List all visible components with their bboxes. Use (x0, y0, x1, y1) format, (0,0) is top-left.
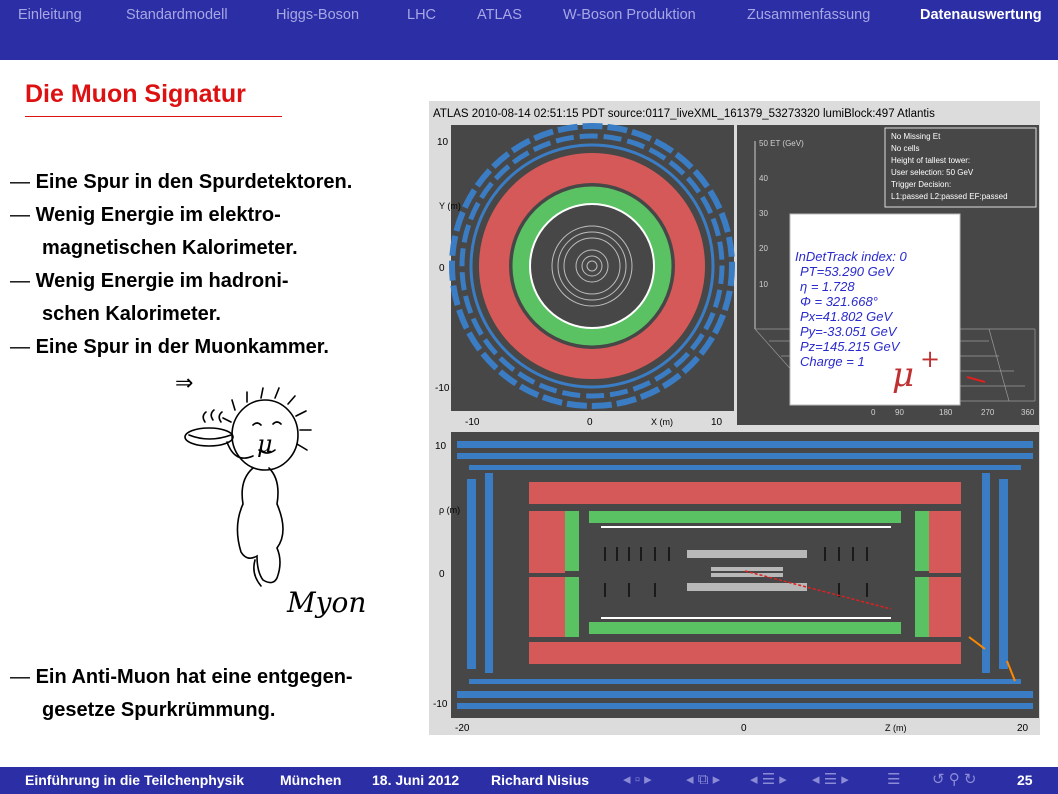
rz-em-calo-bottom (589, 622, 901, 634)
nav-item-higgs-boson[interactable]: Higgs-Boson (276, 7, 360, 23)
rz-em-endcap (565, 577, 579, 637)
lego-phi-tick: 90 (895, 408, 904, 417)
page-number: 25 (1017, 772, 1033, 788)
lego-et-tick: 10 (759, 280, 768, 289)
xy-xtick-mid: 0 (587, 417, 593, 428)
bullet-dash: — (10, 336, 30, 358)
xy-ytick-top: 10 (437, 137, 449, 148)
muon-arm (227, 442, 253, 458)
lego-info-line: User selection: 50 GeV (891, 168, 974, 177)
xy-y-axis-label: Y (m) (439, 201, 461, 211)
rz-ytick-mid: 0 (439, 569, 445, 580)
nav-item-w-boson-produktion[interactable]: W-Boson Produktion (563, 7, 696, 23)
rz-em-endcap (565, 511, 579, 571)
implies-arrow: ⇒ (175, 370, 194, 395)
bullet-continuation: magnetischen Kalorimeter. (42, 237, 298, 259)
track-info-line: Px=41.802 GeV (800, 309, 893, 324)
lego-info-line: Trigger Decision: (891, 180, 952, 189)
muon-caption: Myon (287, 586, 367, 619)
bullet-dash: — (10, 270, 30, 292)
rz-hadronic-endcap (529, 511, 565, 573)
lego-phi-tick: 360 (1021, 408, 1035, 417)
rz-hadronic-endcap (929, 511, 961, 573)
lego-info-line: Height of tallest tower: (891, 156, 971, 165)
bullet-item (10, 666, 353, 689)
nav-item-atlas[interactable]: ATLAS (477, 7, 522, 23)
subsection-nav-icon[interactable]: ◂ ⧉ ▸ (686, 771, 721, 788)
footer-course: Einführung in die Teilchenphysik (25, 772, 245, 788)
track-info-line: PT=53.290 GeV (800, 264, 894, 279)
lego-et-tick: 20 (759, 244, 768, 253)
bullet-text: Wenig Energie im hadroni- (35, 270, 289, 292)
rz-hadronic-endcap (929, 577, 961, 637)
bullet-dash: — (10, 204, 30, 226)
lego-phi-tick: 0 (871, 408, 876, 417)
track-info-line: Pz=145.215 GeV (800, 339, 900, 354)
nav-item-zusammenfassung[interactable]: Zusammenfassung (747, 7, 871, 23)
bullet-dash: — (10, 171, 30, 193)
xy-xtick-right: 10 (711, 417, 723, 428)
bullet-item (10, 204, 281, 227)
top-navigation-bar (0, 0, 1058, 60)
xy-ytick-bottom: -10 (435, 383, 450, 394)
rz-hadronic-calo-top (529, 482, 961, 504)
mu-plus-sign: + (920, 345, 941, 373)
rz-xtick-left: -20 (455, 723, 470, 734)
bullet-item (10, 336, 329, 359)
rz-xtick-right: 20 (1017, 723, 1029, 734)
lego-phi-tick: 270 (981, 408, 995, 417)
atlas-event-display (429, 101, 1040, 735)
bullet-text: Eine Spur in der Muonkammer. (35, 336, 329, 358)
track-info-line: Py=-33.051 GeV (800, 324, 897, 339)
slide-title: Die Muon Signatur (25, 80, 246, 108)
xy-x-axis-label: X (m) (651, 417, 673, 427)
section-nav-icon[interactable]: ◂ ☰ ▸ (750, 771, 787, 788)
muon-steam (203, 410, 222, 422)
track-info-line: Φ = 321.668° (800, 294, 878, 309)
bullet-text: Ein Anti-Muon hat eine entgegen- (35, 666, 353, 688)
bullet-item (10, 270, 289, 293)
rz-hadronic-endcap (529, 577, 565, 637)
muon-plate-inner (189, 435, 231, 439)
search-back-forward-icon[interactable]: ↺ ⚲ ↻ (932, 771, 977, 788)
rz-xtick-mid: 0 (741, 723, 747, 734)
track-info-line: Charge = 1 (800, 354, 865, 369)
bullet-item (10, 171, 352, 194)
nav-item-standardmodell[interactable]: Standardmodell (126, 7, 228, 23)
track-info-line: InDetTrack index: 0 (795, 249, 907, 264)
footer-author: Richard Nisius (491, 772, 590, 788)
frame-nav-icon[interactable]: ◂ ▫ ▸ (623, 771, 652, 788)
lego-et-tick: 40 (759, 174, 768, 183)
muon-left-eye (253, 423, 261, 425)
document-nav-icon[interactable]: ◂ ☰ ▸ (812, 771, 849, 788)
toc-nav-icon[interactable]: ☰ (887, 771, 901, 788)
bullet-continuation: gesetze Spurkrümmung. (42, 699, 276, 721)
track-info-line: η = 1.728 (800, 279, 855, 294)
bullet-dash: — (10, 666, 30, 688)
bullet-text: Wenig Energie im elektro- (35, 204, 281, 226)
track-info-lines (795, 249, 908, 369)
lego-phi-tick: 180 (939, 408, 953, 417)
lego-info-line: No cells (891, 144, 920, 153)
rz-em-endcap (915, 577, 929, 637)
rz-ytick-top: 10 (435, 441, 447, 452)
nav-item-einleitung[interactable]: Einleitung (18, 7, 82, 23)
bullet-continuation: schen Kalorimeter. (42, 303, 221, 325)
lego-et-label: 50 ET (GeV) (759, 139, 804, 148)
xy-xtick-left: -10 (465, 417, 480, 428)
footer-date: 18. Juni 2012 (372, 772, 460, 788)
rz-hadronic-calo-bottom (529, 642, 961, 664)
muon-mu-letter: μ (257, 430, 273, 458)
mu-plus-symbol: μ (892, 355, 915, 395)
nav-item-lhc[interactable]: LHC (407, 7, 437, 23)
bullet-text: Eine Spur in den Spurdetektoren. (35, 171, 353, 193)
muon-right-eye (273, 422, 281, 424)
atlas-event-svg (429, 101, 1040, 735)
nav-item-datenauswertung[interactable]: Datenauswertung (920, 7, 1042, 23)
muon-body (237, 468, 283, 583)
xy-ytick-mid: 0 (439, 263, 445, 274)
atlas-header: ATLAS 2010-08-14 02:51:15 PDT source:0117_liveXML_161379_53273320 lumiBlock:497 Atlantis (433, 108, 935, 120)
footer-city: München (280, 772, 342, 788)
title-underline (25, 116, 282, 117)
muon-cartoon-drawing (175, 380, 375, 640)
rz-x-axis-label: Z (m) (885, 723, 907, 733)
rz-em-endcap (915, 511, 929, 571)
lego-et-tick: 30 (759, 209, 768, 218)
lego-info-line: L1:passed L2:passed EF:passed (891, 192, 1008, 201)
rz-ytick-bottom: -10 (433, 699, 448, 710)
rz-y-axis-label: ρ (m) (439, 505, 461, 515)
footer-bar (0, 767, 1058, 794)
lego-info-line: No Missing Et (891, 132, 941, 141)
rz-em-calo-top (589, 511, 901, 523)
